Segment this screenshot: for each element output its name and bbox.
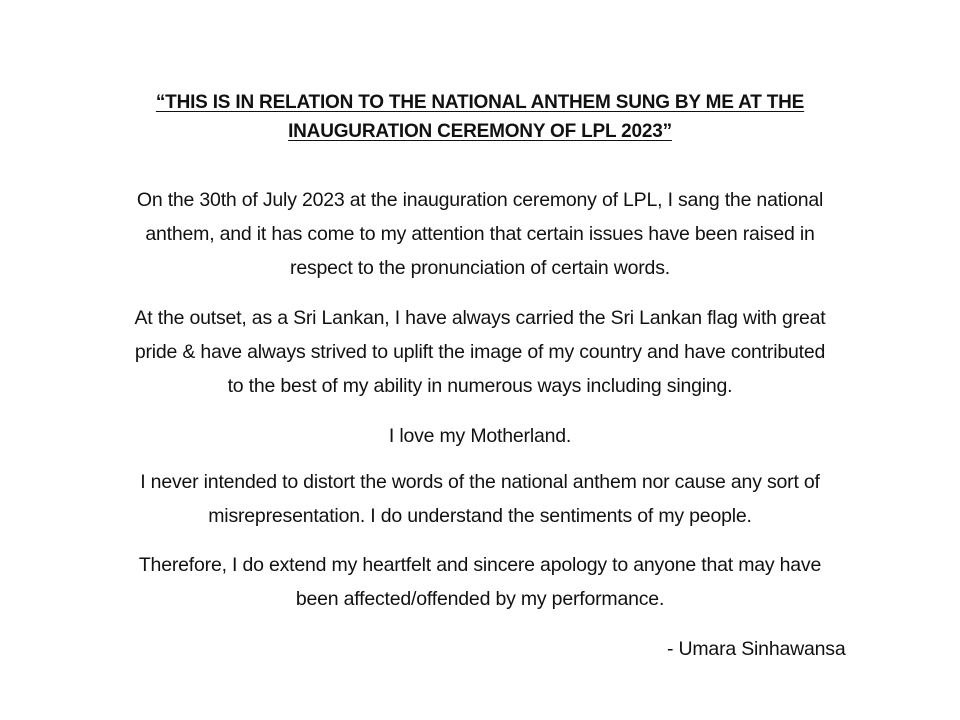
signature: - Umara Sinhawansa bbox=[667, 638, 846, 660]
paragraph-line: anthem, and it has come to my attention that certain issues have been raised in bbox=[145, 223, 815, 245]
paragraph-line: On the 30th of July 2023 at the inauguration ceremony of LPL, I sang the national bbox=[136, 189, 824, 211]
paragraph-line: At the outset, as a Sri Lankan, I have always carried the Sri Lankan flag with great bbox=[134, 307, 826, 329]
paragraph-line: I never intended to distort the words of the national anthem nor cause any sort of bbox=[140, 471, 820, 493]
title-line-1: “THIS IS IN RELATION TO THE NATIONAL ANTHEM SUNG BY ME AT THE bbox=[155, 92, 805, 113]
paragraph-performance-context bbox=[40, 183, 920, 285]
paragraph-line: to the best of my ability in numerous ways including singing. bbox=[227, 375, 733, 397]
paragraph-line: respect to the pronunciation of certain words. bbox=[290, 257, 670, 279]
paragraph-line: I love my Motherland. bbox=[388, 425, 572, 447]
paragraph-love-motherland bbox=[40, 419, 920, 453]
paragraph-apology bbox=[40, 548, 920, 616]
paragraph-line: been affected/offended by my performance. bbox=[295, 588, 665, 610]
title-line-2: INAUGURATION CEREMONY OF LPL 2023” bbox=[288, 121, 672, 142]
paragraph-intent bbox=[40, 465, 920, 533]
statement-title bbox=[60, 88, 900, 146]
paragraph-line: Therefore, I do extend my heartfelt and sincere apology to anyone that may have bbox=[138, 554, 822, 576]
paragraph-line: misrepresentation. I do understand the sentiments of my people. bbox=[208, 505, 752, 527]
paragraph-patriotism bbox=[40, 301, 920, 403]
paragraph-line: pride & have always strived to uplift the image of my country and have contributed bbox=[134, 341, 826, 363]
